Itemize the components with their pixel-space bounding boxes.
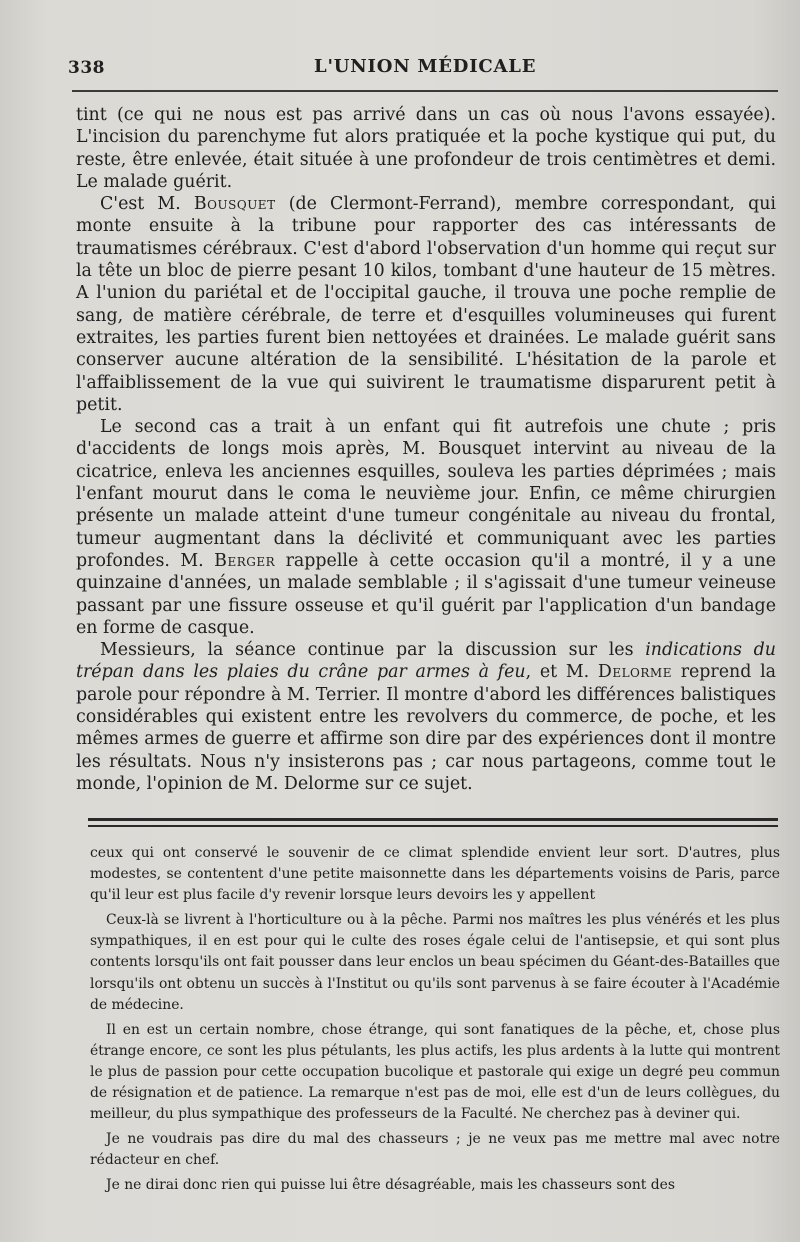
feuilleton-paragraph-4: Je ne voudrais pas dire du mal des chasseurs ; je ne veux pas me mettre mal avec notre rédacteur en chef.	[90, 1131, 780, 1169]
paragraph-1: tint (ce qui ne nous est pas arrivé dans un cas où nous l'avons essayée). L'incision du parenchyme fut alors pratiquée et la poche kystique qui put, du reste, être enlevée, était située à une profondeur de trois centimètres et demi. Le malade guérit.	[76, 105, 776, 192]
name-bousquet: Bousquet	[193, 194, 276, 215]
page-header	[68, 52, 780, 82]
section-divider	[88, 818, 778, 827]
main-article-text	[76, 104, 776, 795]
header-rule	[72, 90, 778, 92]
paragraph-4-mid: , et M.	[525, 662, 598, 683]
paragraph-4-rest: reprend la parole pour répondre à M. Terrier. Il montre d'abord les différences balistiques considérables qui existent entre les revolvers du commerce, de poche, et les mêmes armes de guerre et affirme son dire par des expériences dont il montre les résultats. Nous n'y insisterons pas ; car nous partageons, comme tout le monde, l'opinion de M. Delorme sur ce sujet.	[76, 662, 776, 794]
feuilleton-text	[90, 843, 780, 1201]
paragraph-3	[76, 416, 776, 639]
paragraph-3-rest: rappelle à cette occasion qu'il a montré, il y a une quinzaine d'années, un malade semblable ; il s'agissait d'une tumeur veineuse passant par une fissure osseuse et qu'il guérit par l'application d'un bandage en forme de casque.	[76, 550, 776, 638]
feuilleton-paragraph-3: Il en est un certain nombre, chose étrange, qui sont fanatiques de la pêche, et, chose plus étrange encore, ce sont les plus pétulants, les plus actifs, les plus ardents à la lutte qui montrent le plus de passion pour cette occupation bucolique et pastorale qui exige un degré peu commun de résignation et de patience. La remarque n'est pas de moi, elle est d'un de leurs collègues, du meilleur, du plus sympathique des professeurs de la Faculté. Ne cherchez pas à deviner qui.	[90, 1021, 780, 1123]
name-delorme: Delorme	[597, 662, 672, 683]
paragraph-3-body: Le second cas a trait à un enfant qui fit autrefois une chute ; pris d'accidents de longs mois après, M. Bousquet intervint au niveau de la cicatrice, enleva les anciennes esquilles, souleva les parties déprimées ; mais l'enfant mourut dans le coma le neuvième jour. Enfin, ce même chirurgien présente un malade atteint d'une tumeur congénitale au niveau du frontal, tumeur augmentant dans la déclivité et communiquant avec les parties profondes. M.	[76, 417, 776, 571]
running-title: L'UNION MÉDICALE	[314, 56, 537, 77]
paragraph-4-italic-topic: indications du trépan dans les plaies du crâne par armes à feu	[76, 640, 776, 683]
paragraph-2-intro: C'est M.	[100, 194, 181, 215]
paragraph-2-body: (de Clermont-Ferrand), membre correspondant, qui monte ensuite à la tribune pour rapporter des cas intéressants de traumatismes cérébraux. C'est d'abord l'observation d'un homme qui reçut sur la tête un bloc de pierre pesant 10 kilos, tombant d'une hauteur de 15 mètres. A l'union du pariétal et de l'occipital gauche, il trouva une poche remplie de sang, de matière cérébrale, de terre et d'esquilles volumineuses qui furent extraites, les parties furent bien nettoyées et drainées. Le malade guérit sans conserver aucune altération de la sensibilité. L'hésitation de la parole et l'affaiblissement de la vue qui suivirent le traumatisme disparurent petit à petit.	[76, 194, 776, 415]
paragraph-4	[76, 639, 776, 795]
name-berger: Berger	[214, 550, 276, 571]
paragraph-4-intro: Messieurs, la séance continue par la discussion sur les	[100, 640, 646, 661]
feuilleton-paragraph-1: ceux qui ont conservé le souvenir de ce climat splendide envient leur sort. D'autres, plus modestes, se contentent d'une petite maisonnette dans les départements voisins de Paris, parce qu'il leur est plus facile d'y revenir lorsque leurs devoirs les y appellent	[90, 845, 780, 904]
paragraph-2	[76, 193, 776, 416]
page-number: 338	[68, 58, 105, 78]
feuilleton-paragraph-2: Ceux-là se livrent à l'horticulture ou à la pêche. Parmi nos maîtres les plus vénérés et les plus sympathiques, il en est pour qui le culte des roses égale celui de l'antisepsie, et qui sont plus contents lorsqu'ils ont fait pousser dans leur enclos un beau spécimen du Géant-des-Batailles que lorsqu'ils ont obtenu un succès à l'Institut ou qu'ils sont parvenus à se faire écouter à l'Académie de médecine.	[90, 912, 780, 1013]
feuilleton-paragraph-5: Je ne dirai donc rien qui puisse lui être désagréable, mais les chasseurs sont des	[106, 1177, 676, 1194]
